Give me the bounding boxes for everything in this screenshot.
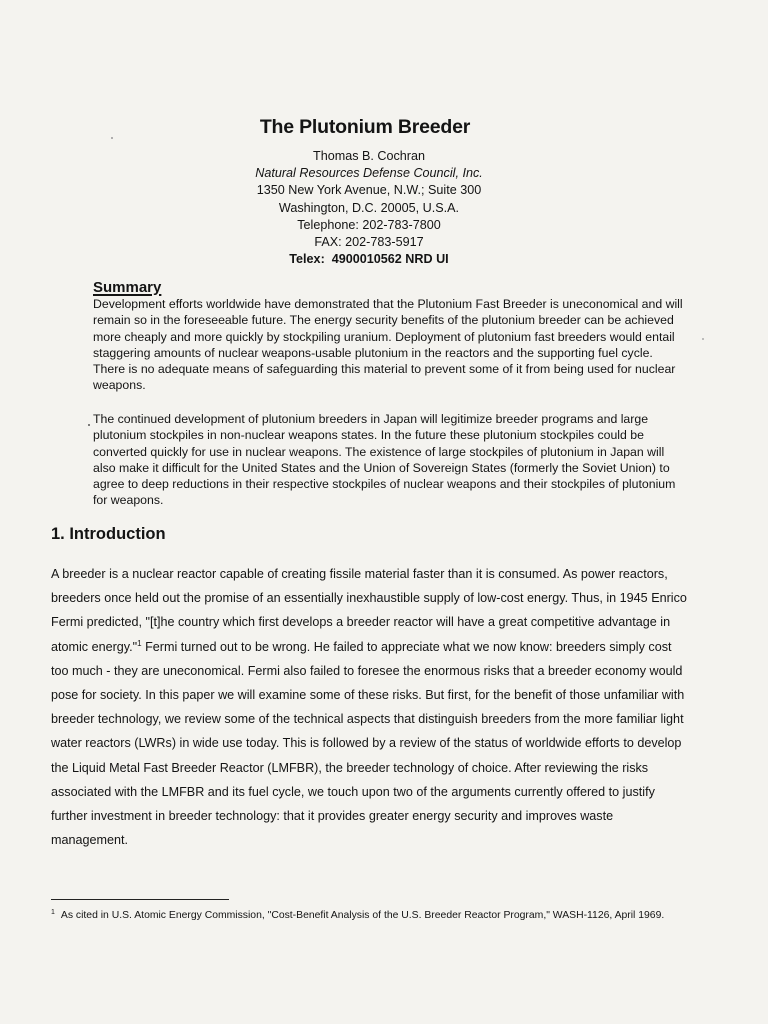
footnote-text: As cited in U.S. Atomic Energy Commission, "Cost-Benefit Analysis of the U.S. Breeder Reactor Program," WASH-1126, April 1969. xyxy=(60,910,665,921)
footnote-mark: 1 xyxy=(51,908,55,916)
introduction-text-part1: A breeder is a nuclear reactor capable of creating fissile material faster than it is consumed. As power reactors, breeders once held out the promise of an essentially inexhaustible supply of low-cost energy. Thus, in 1945 Enrico Fermi predicted, "[t]he country which first develops a breeder reactor will have a great competitive advantage in atomic energy." xyxy=(51,567,687,654)
introduction-text-part2: Fermi turned out to be wrong. He failed to appreciate what we now know: breeders simply cost too much - they are uneconomical. Fermi also failed to foresee the enormous risks that a breeder economy would pose for society. In this paper we will examine some of these risks. But first, for the benefit of those unfamiliar with breeder technology, we review some of the technical aspects that distinguish breeders from the more familiar light water reactors (LWRs) in wide use today. This is followed by a review of the status of worldwide efforts to develop the Liquid Metal Fast Breeder Reactor (LMFBR), the breeder technology of choice. After reviewing the risks associated with the LMFBR and its fuel cycle, we touch upon two of the arguments currently offered to justify further investment in breeder technology: that it provides greater energy security and improves waste management. xyxy=(51,639,685,848)
author-telephone: Telephone: 202-783-7800 xyxy=(297,217,441,232)
scan-speck xyxy=(702,338,704,340)
footnote-divider xyxy=(51,899,229,900)
author-address-line1: 1350 New York Avenue, N.W.; Suite 300 xyxy=(256,183,482,198)
author-block xyxy=(0,148,738,268)
summary-paragraph-1 xyxy=(93,296,683,394)
introduction-paragraph xyxy=(51,562,691,852)
author-name: Thomas B. Cochran xyxy=(313,149,425,163)
summary-paragraph-2 xyxy=(93,411,683,509)
summary-paragraph-2-text: The continued development of plutonium breeders in Japan will legitimize breeder programs and large plutonium stockpiles in non-nuclear weapons states. In the future these plutonium stockpiles could be converted quickly for use in nuclear weapons. The existence of large stockpiles of plutonium in Japan will also make it difficult for the United States and the Union of Sovereign States (formerly the Soviet Union) to agree to deep reductions in their respective stockpiles of nuclear weapons and their stockpiles of plutonium for weapons. xyxy=(93,412,676,508)
footnote xyxy=(51,909,691,923)
summary-heading: Summary xyxy=(93,279,162,296)
document-title: The Plutonium Breeder xyxy=(259,116,471,138)
scan-speck xyxy=(111,137,113,139)
author-address-line2: Washington, D.C. 20005, U.S.A. xyxy=(278,200,460,215)
summary-paragraph-1-text: Development efforts worldwide have demonstrated that the Plutonium Fast Breeder is uneconomical and will remain so in the foreseeable future. The energy security benefits of the plutonium breeder can be achieved more cheaply and more quickly by stockpiling uranium. Deployment of plutonium fast breeders would entail staggering amounts of nuclear weapons-usable plutonium in the reactors and the supporting fuel cycle. There is no adequate means of safeguarding this material to prevent some of it from being used for nuclear weapons. xyxy=(93,297,683,393)
section-heading-introduction: 1. Introduction xyxy=(51,525,166,543)
author-organization: Natural Resources Defense Council, Inc. xyxy=(255,166,483,181)
scan-speck xyxy=(88,424,90,426)
footnote-reference: 1 xyxy=(137,638,142,648)
author-telex: Telex: 4900010562 NRD UI xyxy=(289,252,449,267)
author-fax: FAX: 202-783-5917 xyxy=(314,235,424,250)
